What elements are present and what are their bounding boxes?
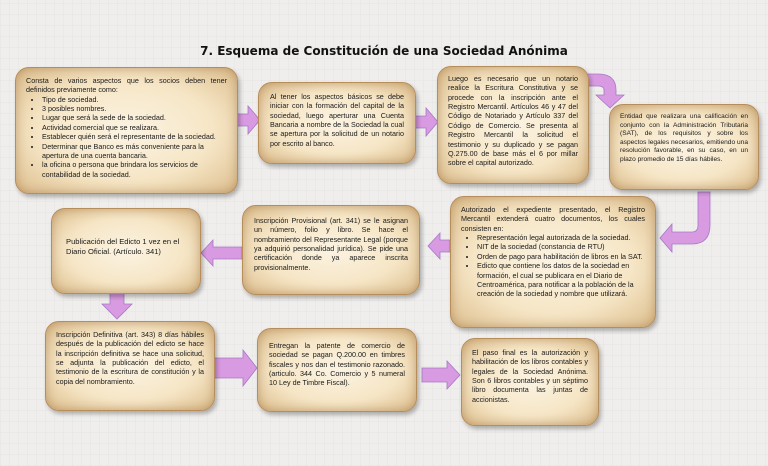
step-6-box: [242, 205, 420, 295]
step-1-list: [26, 95, 227, 179]
step-10-box: [461, 338, 599, 426]
step-6-text: Inscripción Provisional (art. 341) se le asignan un número, folio y libro. Se hace el nombramiento del Representante Legal (porque ya adquirió personalidad jurídica). Se pide una certificación donde ya aparece inscrita provisionalmente.: [254, 216, 408, 272]
list-item: • Establecer quién será el representante de la sociedad.: [42, 132, 227, 141]
step-3-text: Luego es necesario que un notario realice la Escritura Constitutiva y se procede con la inscripción ante el Registro Mercantil. Artículos 46 y 47 del Código de Notariado y Artículo 337 del Código de Comercio. Se presenta al Registro Mercantil la solicitud el testimonio y su duplicado y se pagan Q.275.00 de base más el 6 por millar sobre el capital autorizado.: [448, 74, 578, 168]
step-2-text: Al tener los aspectos básicos se debe iniciar con la formación del capital de la sociedad, luego aperturar una Cuenta Bancaria a nombre de la Sociedad la cual se apertura por la solicitud de un notario por escrito al banco.: [270, 92, 404, 148]
step-4-box: [609, 104, 759, 190]
step-8-text: Inscripción Definitiva (art. 343) 8 días hábiles después de la publicación del edicto se hace la inscripción definitiva se hace una solicitud, se adjunta la publicación del edicto, el testimonio de la escritura de constitución y la copia del nombramiento.: [56, 330, 204, 386]
arrow-8-to-9: [213, 350, 257, 386]
arrow-4-to-5: [660, 192, 710, 252]
step-3-box: [437, 66, 589, 184]
list-item: • Representación legal autorizada de la sociedad.: [477, 233, 645, 242]
step-1-box: [15, 67, 238, 194]
step-7-box: [51, 208, 201, 294]
step-4-text: Entidad que realizara una calificación en conjunto con la Administración Tributaria (SAT), de los requisitos y sobre los aspectos legales necesarios, emitiendo una resolución favorable, en su caso, en un plazo promedio de 15 días hábiles.: [620, 113, 748, 163]
list-item: • Actividad comercial que se realizara.: [42, 123, 227, 132]
step-9-text: Entregan la patente de comercio de sociedad se pagan Q.200.00 en timbres fiscales y nos dan el testimonio razonado. (articulo. 344 Co. Comercio y 5 numeral 10 Ley de Timbre Fiscal).: [269, 341, 405, 388]
arrow-3-to-4: [586, 74, 624, 108]
step-2-box: [258, 82, 416, 164]
step-10-text: El paso final es la autorización y habilitación de los libros contables y legales de la Sociedad Anónima. Son 6 libros contables y un séptimo libro documenta las juntas de accionistas.: [472, 348, 588, 404]
list-item: • la oficina o persona que brindara los servicios de contabilidad de la sociedad.: [42, 160, 227, 179]
arrow-2-to-3: [415, 108, 438, 136]
arrow-7-to-8: [102, 292, 132, 319]
step-5-box: [450, 196, 656, 328]
step-7-text: Publicación del Edicto 1 vez en el Diario Oficial. (Artículo. 341): [66, 237, 180, 256]
list-item: • Orden de pago para habilitación de libros en la SAT.: [477, 252, 645, 261]
list-item: • Determinar que Banco es más conveniente para la apertura de una cuenta bancaria.: [42, 142, 227, 161]
list-item: • Lugar que será la sede de la sociedad.: [42, 113, 227, 122]
step-1-intro: Consta de varios aspectos que los socios deben tener definidos previamente como:: [26, 76, 227, 95]
step-8-box: [45, 321, 215, 411]
list-item: • Edicto que contiene los datos de la sociedad en formación, el cual se publicara en el Diario de Centroamérica, para notificar a la población de la creación de la sociedad y nombre que utilizará.: [477, 261, 645, 298]
list-item: • NIT de la sociedad (constancia de RTU): [477, 242, 645, 251]
step-5-intro: Autorizado el expediente presentado, el Registro Mercantil extenderá cuatro documentos, los cuales consisten en:: [461, 205, 645, 233]
diagram-title: 7. Esquema de Constitución de una Sociedad Anónima: [200, 44, 568, 58]
arrow-1-to-2: [235, 106, 260, 134]
step-9-box: [257, 328, 417, 412]
arrow-6-to-7: [201, 240, 242, 266]
list-item: • 3 posibles nombres.: [42, 104, 227, 113]
list-item: • Tipo de sociedad.: [42, 95, 227, 104]
step-5-list: [461, 233, 645, 299]
arrow-9-to-10: [422, 361, 460, 389]
arrow-5-to-6: [428, 233, 450, 259]
